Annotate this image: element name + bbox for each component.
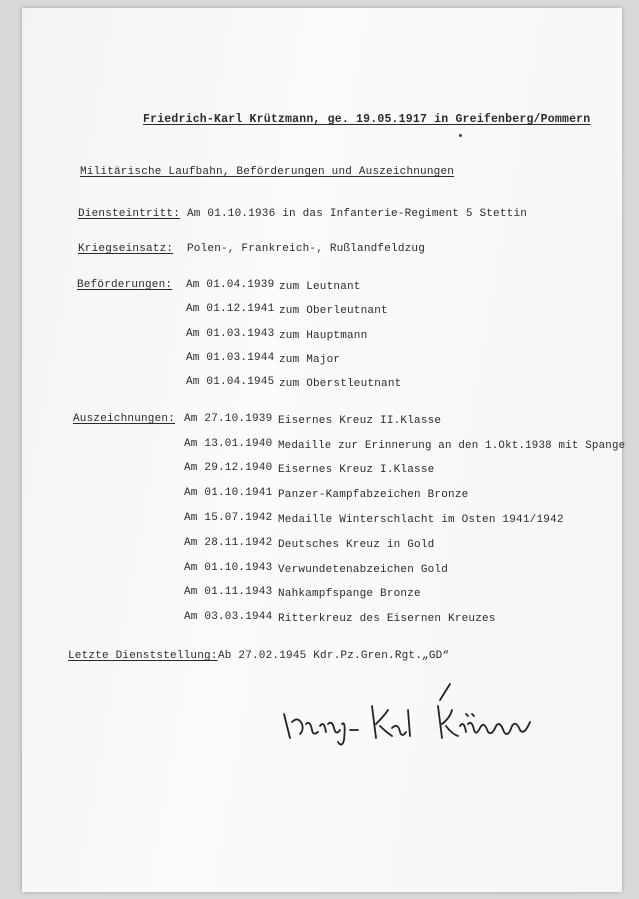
kriegseinsatz-label: Kriegseinsatz: (78, 243, 174, 255)
auszeichnung-text: Deutsches Kreuz in Gold (278, 539, 435, 551)
befoerderung-date: Am 01.12.1941 (186, 303, 275, 315)
befoerderung-text: zum Major (279, 354, 341, 366)
befoerderung-text: zum Oberstleutnant (279, 378, 402, 390)
auszeichnung-text: Medaille Winterschlacht im Osten 1941/1942 (278, 514, 564, 526)
auszeichnung-text: Eisernes Kreuz II.Klasse (278, 415, 442, 427)
auszeichnung-date: Am 27.10.1939 (184, 413, 273, 425)
ink-dot (459, 134, 462, 137)
auszeichnung-text: Ritterkreuz des Eisernen Kreuzes (278, 613, 496, 625)
befoerderung-date: Am 01.04.1939 (186, 279, 275, 291)
auszeichnung-text: Medaille zur Erinnerung an den 1.Okt.1938 mit Spange (278, 440, 626, 452)
befoerderung-text: zum Hauptmann (279, 330, 368, 342)
auszeichnung-text: Nahkampfspange Bronze (278, 588, 421, 600)
auszeichnung-date: Am 13.01.1940 (184, 438, 273, 450)
auszeichnung-text: Panzer-Kampfabzeichen Bronze (278, 489, 469, 501)
auszeichnung-date: Am 29.12.1940 (184, 462, 273, 474)
befoerderungen-label: Beförderungen: (77, 279, 173, 291)
auszeichnung-date: Am 28.11.1942 (184, 537, 273, 549)
kriegseinsatz-value: Polen-, Frankreich-, Rußlandfeldzug (187, 243, 426, 255)
befoerderung-date: Am 01.03.1943 (186, 328, 275, 340)
befoerderung-date: Am 01.04.1945 (186, 376, 275, 388)
befoerderung-text: zum Leutnant (279, 281, 361, 293)
auszeichnung-date: Am 01.11.1943 (184, 586, 273, 598)
befoerderung-date: Am 01.03.1944 (186, 352, 275, 364)
auszeichnung-date: Am 01.10.1943 (184, 562, 273, 574)
document-title: Friedrich-Karl Krützmann, ge. 19.05.1917 in Greifenberg/Pommern (143, 113, 591, 126)
auszeichnungen-label: Auszeichnungen: (73, 413, 176, 425)
befoerderung-text: zum Oberleutnant (279, 305, 388, 317)
auszeichnung-date: Am 03.03.1944 (184, 611, 273, 623)
letzte-dienststellung-label: Letzte Dienststellung: (68, 650, 218, 662)
auszeichnung-date: Am 15.07.1942 (184, 512, 273, 524)
auszeichnung-date: Am 01.10.1941 (184, 487, 273, 499)
handwritten-signature (280, 680, 560, 750)
letzte-dienststellung-value: Ab 27.02.1945 Kdr.Pz.Gren.Rgt.„GD“ (218, 650, 450, 662)
auszeichnung-text: Verwundetenabzeichen Gold (278, 564, 449, 576)
auszeichnung-text: Eisernes Kreuz I.Klasse (278, 464, 435, 476)
diensteintritt-value: Am 01.10.1936 in das Infanterie-Regiment 5 Stettin (187, 208, 528, 220)
diensteintritt-label: Diensteintritt: (78, 208, 181, 220)
section-title: Militärische Laufbahn, Beförderungen und Auszeichnungen (80, 166, 455, 178)
